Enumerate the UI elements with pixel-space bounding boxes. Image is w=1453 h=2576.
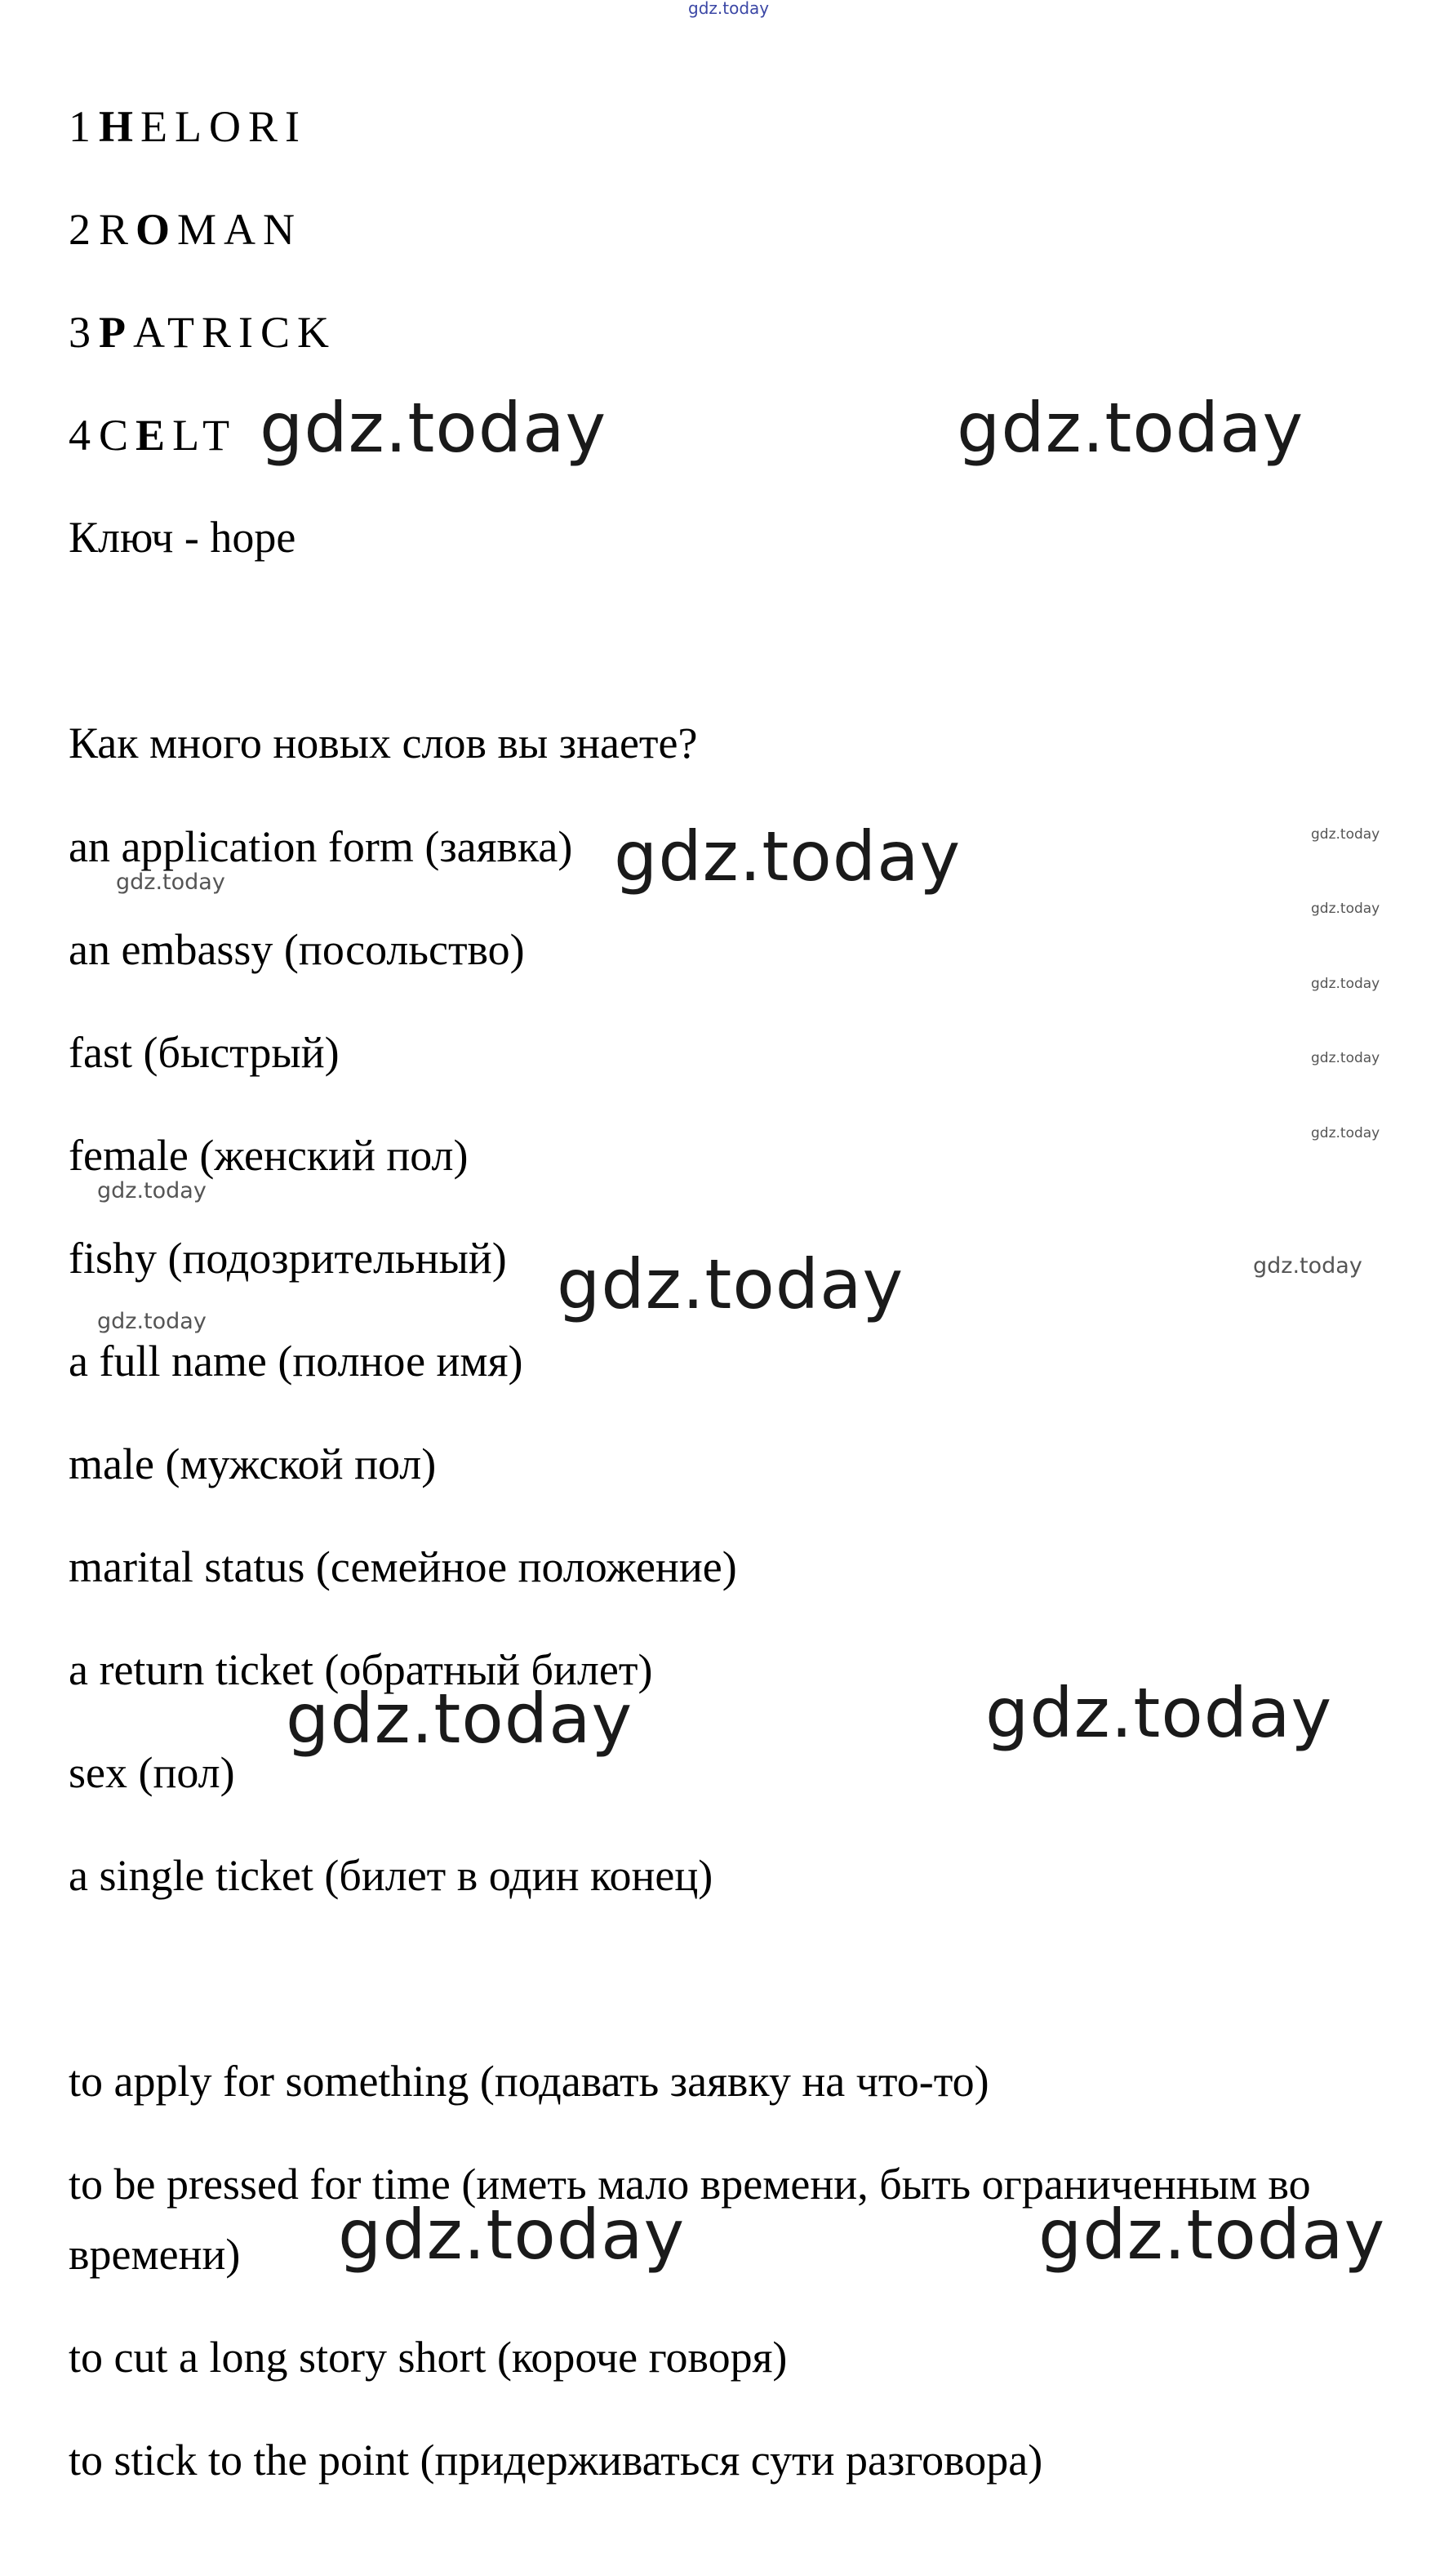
watermark: gdz.today [286, 1679, 633, 1759]
word-item: an application form (заявка) [69, 822, 573, 871]
watermark: gdz.today [1038, 2195, 1386, 2275]
phrase-item: to apply for something (подавать заявку на что-то) [69, 2057, 989, 2106]
word-item: a single ticket (билет в один конец) [69, 1851, 713, 1900]
phrase-item: to be pressed for time (иметь мало времени, быть ограниченным во [69, 2160, 1311, 2209]
watermark-top: gdz.today [688, 0, 770, 18]
puzzle-letters: C [99, 411, 136, 460]
watermark: gdz.today [97, 1178, 207, 1203]
watermark: gdz.today [1311, 1050, 1380, 1066]
key-line: Ключ - hope [69, 513, 296, 562]
puzzle-number: 2 [69, 205, 91, 254]
puzzle-letters: R [99, 205, 136, 254]
watermark: gdz.today [1253, 1253, 1362, 1279]
watermark: gdz.today [97, 1309, 207, 1334]
word-item: a return ticket (обратный билет) [69, 1645, 653, 1694]
puzzle-line-2 [69, 205, 302, 254]
puzzle-key-letter: E [136, 411, 173, 460]
word-item: a full name (полное имя) [69, 1337, 523, 1386]
watermark: gdz.today [957, 388, 1304, 468]
word-item: fast (быстрый) [69, 1028, 340, 1077]
puzzle-key-letter: O [136, 205, 178, 254]
word-item: male (мужской пол) [69, 1439, 437, 1488]
puzzle-line-1 [69, 102, 307, 151]
watermark: gdz.today [338, 2195, 686, 2275]
word-item: fishy (подозрительный) [69, 1234, 507, 1283]
puzzle-letters: MAN [177, 205, 303, 254]
puzzle-key-letter: H [99, 102, 141, 151]
watermark: gdz.today [614, 816, 962, 896]
puzzle-number: 1 [69, 102, 91, 151]
word-item: sex (пол) [69, 1748, 235, 1797]
puzzle-number: 3 [69, 308, 91, 357]
puzzle-letters: ELORI [140, 102, 307, 151]
puzzle-number: 4 [69, 411, 91, 460]
puzzle-line-4 [69, 411, 237, 460]
word-item: female (женский пол) [69, 1131, 469, 1180]
phrase-item-continued: времени) [69, 2230, 241, 2279]
puzzle-line-3 [69, 308, 336, 357]
watermark: gdz.today [116, 870, 225, 895]
word-item: marital status (семейное положение) [69, 1542, 737, 1591]
watermark: gdz.today [260, 388, 607, 468]
watermark: gdz.today [1311, 901, 1380, 917]
question-heading: Как много новых слов вы знаете? [69, 719, 698, 767]
watermark: gdz.today [1311, 1125, 1380, 1141]
watermark: gdz.today [557, 1244, 904, 1324]
puzzle-letters: LT [172, 411, 238, 460]
watermark: gdz.today [1311, 826, 1380, 843]
puzzle-key-letter: P [99, 308, 133, 357]
watermark: gdz.today [985, 1673, 1333, 1753]
phrase-item: to cut a long story short (короче говоря) [69, 2333, 788, 2382]
puzzle-letters: ATRICK [133, 308, 337, 357]
watermark: gdz.today [1311, 976, 1380, 992]
phrase-item: to stick to the point (придерживаться сути разговора) [69, 2436, 1043, 2485]
word-item: an embassy (посольство) [69, 925, 525, 974]
